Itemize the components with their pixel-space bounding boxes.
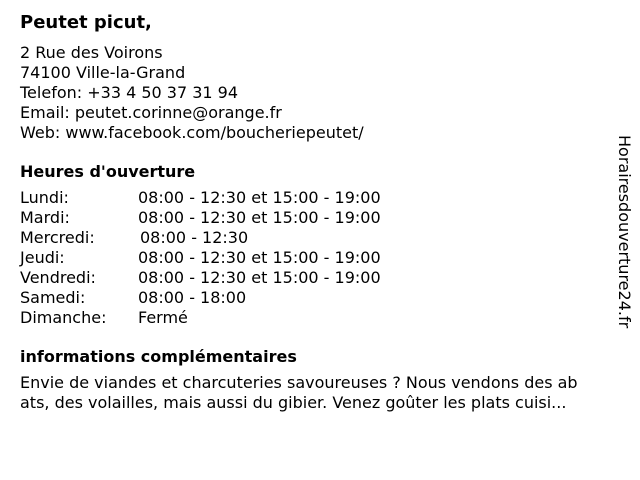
address-block <box>20 43 610 143</box>
email-line: Email: peutet.corinne@orange.fr <box>20 103 282 122</box>
hours-row-mercredi <box>20 228 610 248</box>
day-hours: 08:00 - 12:30 et 15:00 - 19:00 <box>138 248 381 267</box>
city-postal: 74100 Ville-la-Grand <box>20 63 186 82</box>
day-label: Mercredi: <box>20 228 95 247</box>
hours-row-mardi <box>20 208 610 228</box>
day-label: Dimanche: <box>20 308 107 327</box>
phone-line: Telefon: +33 4 50 37 31 94 <box>20 83 239 102</box>
day-label: Lundi: <box>20 188 69 207</box>
info-description <box>20 373 620 413</box>
day-label: Jeudi: <box>20 248 65 267</box>
day-hours: 08:00 - 12:30 et 15:00 - 19:00 <box>138 268 381 287</box>
day-hours: 08:00 - 12:30 et 15:00 - 19:00 <box>138 208 381 227</box>
hours-row-lundi <box>20 188 610 208</box>
hours-heading: Heures d'ouverture <box>20 162 196 181</box>
info-heading: informations complémentaires <box>20 347 297 366</box>
site-watermark: Horairesdouverture24.fr <box>615 135 634 329</box>
hours-row-samedi <box>20 288 610 308</box>
street-address: 2 Rue des Voirons <box>20 43 163 62</box>
hours-table <box>20 188 610 328</box>
day-label: Vendredi: <box>20 268 96 287</box>
day-hours: 08:00 - 12:30 <box>140 228 249 247</box>
day-label: Samedi: <box>20 288 86 307</box>
hours-row-vendredi <box>20 268 610 288</box>
day-hours: 08:00 - 18:00 <box>138 288 247 307</box>
web-line: Web: www.facebook.com/boucheriepeutet/ <box>20 123 364 142</box>
day-label: Mardi: <box>20 208 70 227</box>
hours-row-dimanche <box>20 308 610 328</box>
hours-row-jeudi <box>20 248 610 268</box>
business-name: Peutet picut, <box>20 12 152 33</box>
day-hours: Fermé <box>138 308 188 327</box>
info-line: Envie de viandes et charcuteries savoureuses ? Nous vendons des ab <box>20 373 578 392</box>
day-hours: 08:00 - 12:30 et 15:00 - 19:00 <box>138 188 381 207</box>
business-card <box>20 12 610 413</box>
info-line: ats, des volailles, mais aussi du gibier. Venez goûter les plats cuisi... <box>20 393 567 412</box>
